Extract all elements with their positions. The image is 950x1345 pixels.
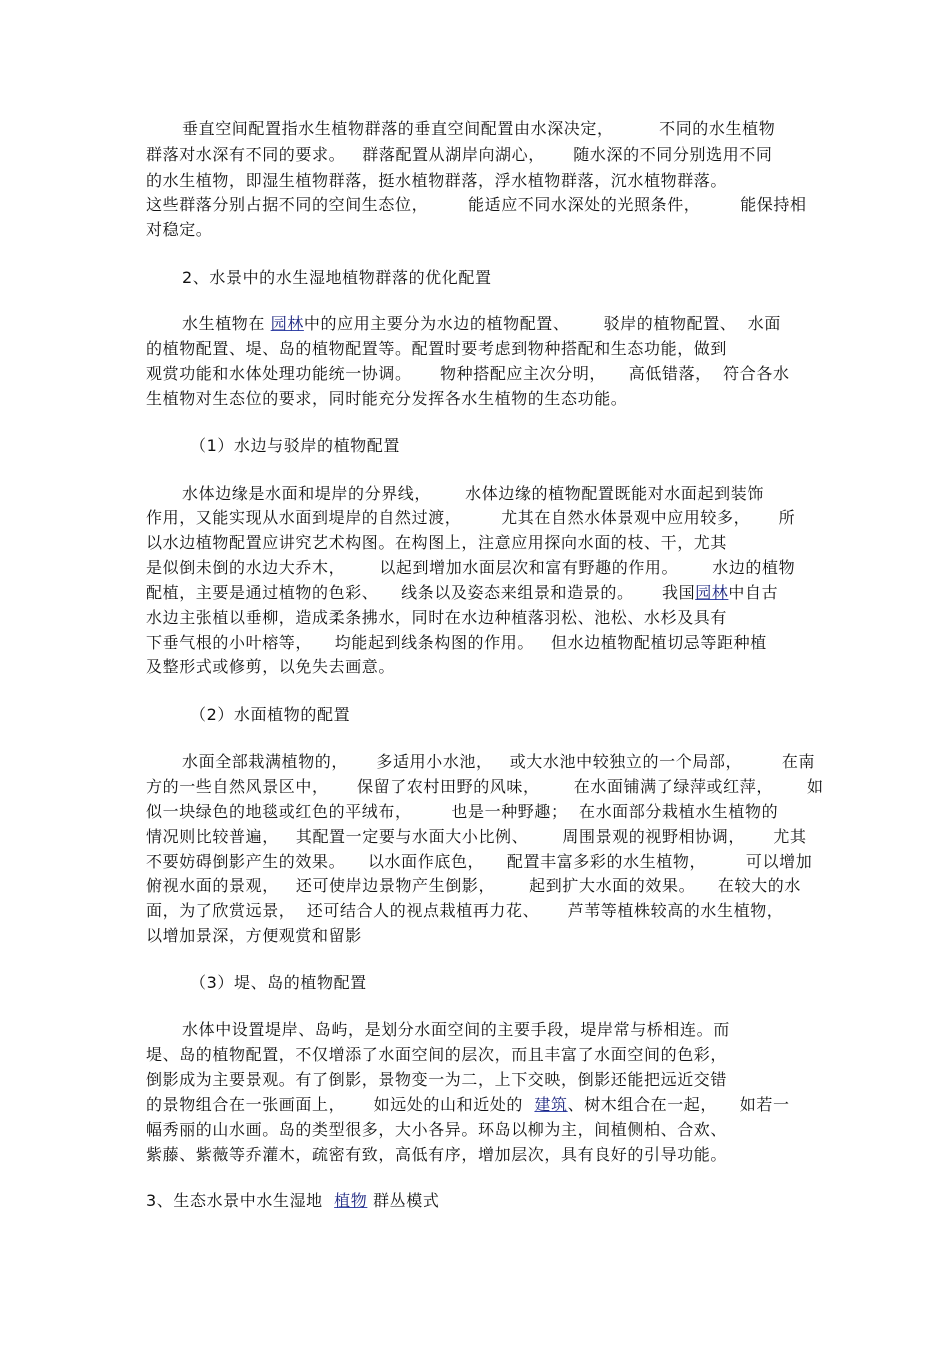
link-yuanlin[interactable]: 园林 [695,583,729,602]
subsection-heading-1: （1）水边与驳岸的植物配置 [190,436,400,455]
paragraph-5-line: 幅秀丽的山水画。岛的类型很多，大小各异。环岛以柳为主，间植侧柏、合欢、 [146,1120,728,1139]
paragraph-2-line: 生植物对生态位的要求，同时能充分发挥各水生植物的生态功能。 [146,389,628,408]
paragraph-1-line: 的水生植物，即湿生植物群落，挺水植物群落，浮水植物群落，沉水植物群落。 [146,171,728,190]
paragraph-3-line: 水体边缘是水面和堤岸的分界线， 水体边缘的植物配置既能对水面起到装饰 [182,484,764,503]
link-zhiwu[interactable]: 植物 [334,1191,368,1210]
paragraph-5-line: 堤、岛的植物配置，不仅增添了水面空间的层次，而且丰富了水面空间的色彩， [146,1045,728,1064]
text-span: 、树木组合在一起， 如若一 [567,1095,790,1114]
paragraph-2-line [182,314,781,334]
paragraph-3-line: 下垂气根的小叶榕等， 均能起到线条构图的作用。 但水边植物配植切忌等距种植 [146,633,767,652]
paragraph-3-line: 及整形式或修剪，以免失去画意。 [146,657,396,676]
paragraph-1-line: 垂直空间配置指水生植物群落的垂直空间配置由水深决定， 不同的水生植物 [182,119,776,138]
text-span: 中的应用主要分为水边的植物配置、 驳岸的植物配置、 水面 [303,314,781,333]
paragraph-4-line: 似一块绿色的地毯或红色的平绒布， 也是一种野趣； 在水面部分栽植水生植物的 [146,802,779,821]
paragraph-5-line: 倒影成为主要景观。有了倒影，景物变一为二，上下交映，倒影还能把远近交错 [146,1070,728,1089]
paragraph-4-line: 以增加景深，方便观赏和留影 [146,926,362,945]
paragraph-4-line: 水面全部栽满植物的， 多适用小水池， 或大水池中较独立的一个局部， 在南 [182,752,816,771]
text-span: 水生植物在 [182,314,271,333]
link-yuanlin[interactable]: 园林 [270,314,304,333]
paragraph-3-line [146,583,778,603]
subsection-heading-2: （2）水面植物的配置 [190,705,351,724]
paragraph-4-line: 情况则比较普遍， 其配置一定要与水面大小比例、 周围景观的视野相协调， 尤其 [146,827,807,846]
paragraph-4-line: 不要妨碍倒影产生的效果。 以水面作底色， 配置丰富多彩的水生植物， 可以增加 [146,852,813,871]
paragraph-4-line: 面，为了欣赏远景， 还可结合人的视点栽植再力花、 芦苇等植株较高的水生植物， [146,901,784,920]
paragraph-3-line: 作用，又能实现从水面到堤岸的自然过渡， 尤其在自然水体景观中应用较多， 所 [146,508,796,527]
text-span: 配植，主要是通过植物的色彩、 线条以及姿态来组景和造景的。 我国 [146,583,696,602]
paragraph-5-line: 水体中设置堤岸、岛屿，是划分水面空间的主要手段，堤岸常与桥相连。而 [182,1020,730,1039]
paragraph-2-line: 观赏功能和水体处理功能统一协调。 物种搭配应主次分明， 高低错落， 符合各水 [146,364,790,383]
paragraph-3-line: 水边主张植以垂柳，造成柔条拂水，同时在水边种植落羽松、池松、水杉及具有 [146,608,728,627]
paragraph-5-line [146,1095,790,1115]
paragraph-4-line: 俯视水面的景观， 还可使岸边景物产生倒影， 起到扩大水面的效果。 在较大的水 [146,876,801,895]
section-heading-3 [146,1191,439,1211]
paragraph-3-line: 以水边植物配置应讲究艺术构图。在构图上，注意应用探向水面的枝、干，尤其 [146,533,728,552]
paragraph-1-line: 这些群落分别占据不同的空间生态位， 能适应不同水深处的光照条件， 能保持相 [146,195,807,214]
paragraph-1-line: 群落对水深有不同的要求。 群落配置从湖岸向湖心， 随水深的不同分别选用不同 [146,145,773,164]
paragraph-4-line: 方的一些自然风景区中， 保留了农村田野的风味， 在水面铺满了绿萍或红萍， 如 [146,777,824,796]
text-span: 群丛模式 [367,1191,440,1210]
link-jianzhu[interactable]: 建筑 [534,1095,568,1114]
text-span: 3、生态水景中水生湿地 [146,1191,335,1210]
paragraph-5-line: 紫藤、紫薇等乔灌木，疏密有致，高低有序，增加层次，具有良好的引导功能。 [146,1145,728,1164]
section-heading-2: 2、水景中的水生湿地植物群落的优化配置 [182,268,492,287]
paragraph-1-line: 对稳定。 [146,220,213,239]
subsection-heading-3: （3）堤、岛的植物配置 [190,973,367,992]
text-span: 的景物组合在一张画面上， 如远处的山和近处的 [146,1095,535,1114]
paragraph-3-line: 是似倒未倒的水边大乔木， 以起到增加水面层次和富有野趣的作用。 水边的植物 [146,558,796,577]
text-span: 中自古 [728,583,779,602]
paragraph-2-line: 的植物配置、堤、岛的植物配置等。配置时要考虑到物种搭配和生态功能，做到 [146,339,728,358]
